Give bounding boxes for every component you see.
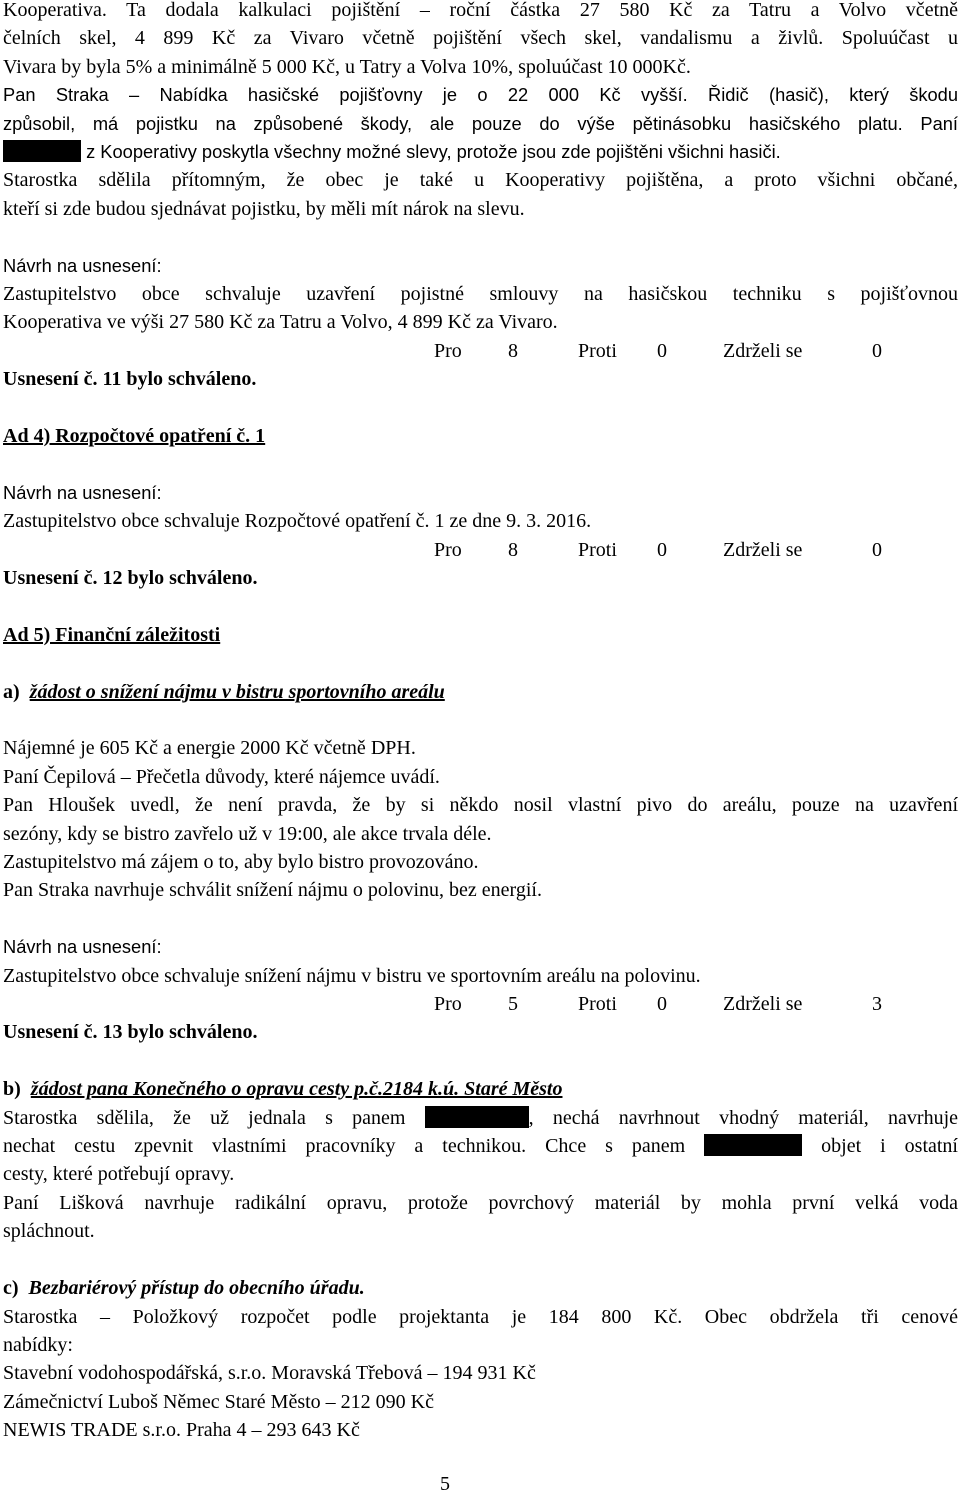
subsection-letter: b) [3,1078,21,1101]
proposal-label: Návrh na usnesení: [3,254,162,276]
text-line: Paní Lišková navrhuje radikální opravu, protože povrchový materiál by mohla první velká voda [3,1191,958,1214]
resolution-result: Usnesení č. 11 bylo schváleno. [3,368,257,391]
text-line: sezóny, kdy se bistro zavřelo už v 19:00, ale akce trvala déle. [3,822,492,845]
resolution-text: Kooperativa ve výši 27 580 Kč za Tatru a Volvo, 4 899 Kč za Vivaro. [3,311,558,334]
text-segment: nechat cestu zpevnit vlastními pracovníky a technikou. Chce s panem [3,1135,705,1158]
subsection-title: žádost pana Konečného o opravu cesty p.č.2184 k.ú. Staré Město [30,1078,563,1101]
text-line: Starostka – Položkový rozpočet podle projektanta je 184 800 Kč. Obec obdržela tři cenové [3,1305,958,1328]
text-line: kteří si zde budou sjednávat pojistku, by měli mít nárok na slevu. [3,197,525,220]
vote-zdrzeli-label: Zdrželi se [723,993,803,1016]
proposal-label: Návrh na usnesení: [3,481,162,503]
subsection-title: žádost o snížení nájmu v bistru sportovního areálu [29,680,445,703]
text-line: spláchnout. [3,1220,95,1243]
text-line: cesty, které potřebují opravy. [3,1163,235,1186]
text-segment: , nechá navrhnout vhodný materiál, navrhuje [528,1106,958,1129]
vote-proti-value: 0 [657,538,667,561]
redaction-block [425,1106,529,1128]
vote-pro-label: Pro [434,538,462,561]
vote-pro-label: Pro [434,993,462,1016]
text-line: Nájemné je 605 Kč a energie 2000 Kč včetně DPH. [3,737,416,760]
vote-proti-label: Proti [578,538,617,561]
text-line: Zastupitelstvo má zájem o to, aby bylo bistro provozováno. [3,851,479,874]
vote-zdrzeli-label: Zdrželi se [723,339,803,362]
subsection-letter: a) [3,680,20,703]
subsection-heading [3,678,958,706]
text-segment: objet i ostatní [802,1135,958,1158]
vote-proti-label: Proti [578,339,617,362]
subsection-heading [3,1274,958,1302]
resolution-result: Usnesení č. 13 bylo schváleno. [3,1021,258,1044]
text-line [3,1104,958,1132]
resolution-text: Zastupitelstvo obce schvaluje snížení nájmu v bistru ve sportovním areálu na polovinu. [3,964,701,987]
vote-row [3,337,958,365]
vote-proti-label: Proti [578,993,617,1016]
text-line: Paní Čepilová – Přečetla důvody, které nájemce uvádí. [3,765,440,788]
resolution-text: Zastupitelstvo obce schvaluje uzavření pojistné smlouvy na hasičskou techniku s pojišťovnou [3,283,958,306]
text-segment: z Kooperativy poskytla všechny možné slevy, protože jsou zde pojištěni všichni hasiči. [81,141,781,163]
vote-row [3,990,958,1018]
redaction-block [3,140,81,162]
section-heading: Ad 5) Finanční záležitosti [3,623,221,646]
vote-pro-value: 8 [508,339,518,362]
vote-zdrzeli-value: 3 [872,993,882,1016]
vote-proti-value: 0 [657,993,667,1016]
text-line: Kooperativa. Ta dodala kalkulaci pojištění – roční částka 27 580 Kč za Tatru a Volvo včetně [3,0,958,21]
text-line: Pan Straka – Nabídka hasičské pojišťovny je o 22 000 Kč vyšší. Řidič (hasič), který škodu [3,84,958,106]
resolution-result: Usnesení č. 12 bylo schváleno. [3,567,258,590]
text-line: Pan Hloušek uvedl, že není pravda, že by si někdo nosil vlastní pivo do areálu, pouze na uzavření [3,794,958,817]
page-content [3,0,958,1445]
redaction-block [704,1134,802,1156]
offer-item: NEWIS TRADE s.r.o. Praha 4 – 293 643 Kč [3,1419,360,1442]
text-line: Pan Straka navrhuje schválit snížení nájmu o polovinu, bez energií. [3,879,542,902]
text-line: Starostka sdělila přítomným, že obec je také u Kooperativy pojištěna, a proto všichni občané, [3,169,958,192]
subsection-title: Bezbariérový přístup do obecního úřadu. [28,1277,365,1300]
text-line: nabídky: [3,1333,73,1356]
vote-row [3,536,958,564]
vote-zdrzeli-value: 0 [872,538,882,561]
text-line [3,138,958,166]
text-line: čelních skel, 4 899 Kč za Vivaro včetně pojištění všech skel, vandalismu a živlů. Spoluúčast u [3,27,958,50]
offer-item: Stavební vodohospodářská, s.r.o. Moravská Třebová – 194 931 Kč [3,1362,536,1385]
proposal-label: Návrh na usnesení: [3,936,162,958]
text-line: Vivara by byla 5% a minimálně 5 000 Kč, u Tatry a Volva 10%, spoluúčast 10 000Kč. [3,55,691,78]
vote-pro-label: Pro [434,339,462,362]
vote-zdrzeli-value: 0 [872,339,882,362]
offer-item: Zámečnictví Luboš Němec Staré Město – 212 090 Kč [3,1390,434,1413]
vote-proti-value: 0 [657,339,667,362]
vote-zdrzeli-label: Zdrželi se [723,538,803,561]
page-number: 5 [440,1473,450,1495]
vote-pro-value: 5 [508,993,518,1016]
section-heading: Ad 4) Rozpočtové opatření č. 1 [3,425,266,448]
resolution-text: Zastupitelstvo obce schvaluje Rozpočtové opatření č. 1 ze dne 9. 3. 2016. [3,510,592,533]
text-segment: Starostka sdělila, že už jednala s panem [3,1106,425,1129]
text-line: způsobil, má pojistku na způsobené škody, ale pouze do výše pětinásobku hasičského platu. Paní [3,112,958,134]
subsection-heading [3,1075,958,1103]
vote-pro-value: 8 [508,538,518,561]
subsection-letter: c) [3,1277,19,1300]
text-line [3,1132,958,1160]
